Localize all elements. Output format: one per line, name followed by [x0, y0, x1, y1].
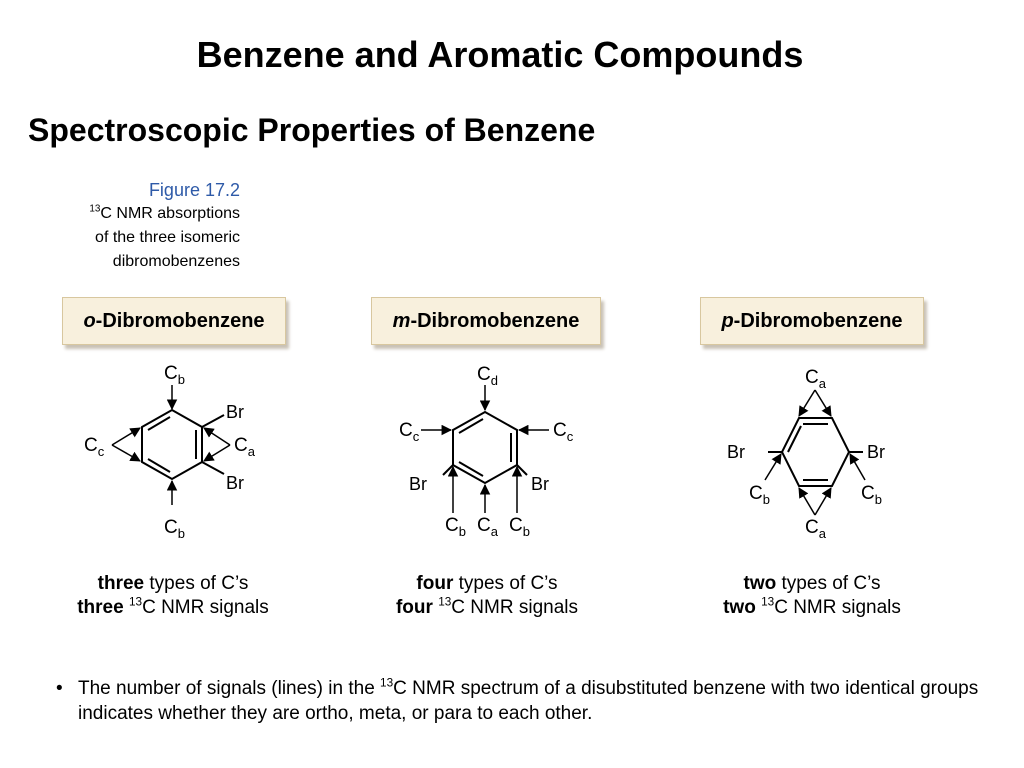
- para-arrow-bottom-right: [815, 488, 831, 515]
- meta-prefix: m: [392, 309, 411, 332]
- para-types-text: types of C’s: [781, 573, 881, 594]
- para-cb-right: $C_b$: [861, 483, 882, 507]
- ortho-types-text: types of C’s: [149, 573, 249, 594]
- ortho-arrow-left-down: [112, 445, 140, 461]
- figure-label: Figure 17.2: [148, 180, 240, 200]
- ortho-signals-sup: 13: [128, 595, 143, 609]
- para-cb-left: $C_b$: [749, 483, 770, 507]
- para-ca-top: $C_a$: [805, 367, 826, 391]
- para-ca-bottom: $C_a$: [805, 517, 826, 541]
- para-signals-line: [672, 596, 952, 620]
- ortho-benzene-ring: [142, 410, 224, 479]
- para-signals-text: C NMR signals: [774, 597, 901, 618]
- caption-line-1: [20, 202, 240, 226]
- para-name: -Dibromobenzene: [733, 309, 903, 332]
- caption-line-2: of the three isomeric: [95, 229, 240, 246]
- ortho-name: -Dibromobenzene: [95, 309, 265, 332]
- meta-br-left: Br: [409, 474, 427, 494]
- para-arrow-top-left: [799, 390, 815, 416]
- ortho-count-word-2: three: [77, 597, 124, 618]
- meta-count-word-2: four: [395, 597, 433, 618]
- slide-subtitle: Spectroscopic Properties of Benzene: [28, 112, 596, 148]
- meta-cc-left: $C_c$: [399, 420, 420, 444]
- para-signals-sup: 13: [761, 595, 775, 609]
- para-count-word-2: two: [723, 597, 756, 618]
- caption-line-3: dibromobenzenes: [112, 253, 240, 270]
- ortho-summary: [33, 572, 313, 620]
- ortho-br-top: Br: [226, 402, 244, 422]
- ortho-label-box: [62, 297, 286, 345]
- meta-ca-bottom: $C_a$: [477, 515, 498, 539]
- meta-types-line: [347, 572, 627, 596]
- meta-name: -Dibromobenzene: [410, 309, 580, 332]
- ortho-signals-text: C NMR signals: [142, 597, 269, 618]
- ortho-count-word: three: [97, 573, 145, 594]
- ortho-arrow-left-up: [112, 428, 140, 445]
- ortho-prefix: o: [83, 309, 96, 332]
- para-br-right: Br: [867, 442, 885, 462]
- meta-cb-bottom-left: $C_b$: [445, 515, 466, 539]
- meta-signals-line: [347, 596, 627, 620]
- bullet-marker: •: [56, 678, 63, 699]
- ortho-arrow-right-up: [204, 428, 230, 445]
- figure-caption: [20, 178, 240, 274]
- para-benzene-ring: [768, 418, 863, 486]
- meta-signals-text: C NMR signals: [451, 597, 578, 618]
- para-arrow-bottom-left: [799, 488, 815, 515]
- caption-superscript: 13: [89, 203, 101, 215]
- meta-structure-diagram: [385, 355, 595, 545]
- para-count-word: two: [743, 573, 777, 594]
- ortho-signals-line: [33, 596, 313, 620]
- para-arrow-right: [850, 454, 865, 480]
- caption-text-1: C NMR absorptions: [100, 205, 240, 222]
- para-structure-diagram: [715, 355, 915, 545]
- meta-cc-right: $C_c$: [553, 420, 574, 444]
- meta-label-box: [371, 297, 601, 345]
- bullet-text-start: The number of signals (lines) in the: [78, 678, 381, 699]
- meta-count-word: four: [416, 573, 454, 594]
- para-arrow-top-right: [815, 390, 831, 416]
- ortho-arrow-right-down: [204, 445, 230, 461]
- ortho-ca-right: $C_a$: [234, 435, 255, 459]
- ortho-cb-top: $C_b$: [164, 363, 185, 387]
- meta-cd-top: $C_d$: [477, 364, 498, 388]
- para-arrow-left: [765, 454, 781, 480]
- summary-bullet: [56, 676, 986, 726]
- meta-types-text: types of C’s: [458, 573, 558, 594]
- bullet-text: [56, 676, 986, 726]
- para-types-line: [672, 572, 952, 596]
- bullet-text-end: C NMR spectrum of a disubstituted benzene with two identical groups indicates whether they are ortho, meta, or para to each other.: [78, 678, 979, 724]
- meta-summary: [347, 572, 627, 620]
- slide-title: Benzene and Aromatic Compounds: [196, 34, 804, 75]
- ortho-structure-diagram: [70, 355, 290, 545]
- ortho-cb-bottom: $C_b$: [164, 517, 185, 541]
- meta-benzene-ring: [443, 412, 527, 483]
- meta-br-right: Br: [531, 474, 549, 494]
- ortho-br-bottom: Br: [226, 473, 244, 493]
- ortho-cc-left: $C_c$: [84, 435, 105, 459]
- ortho-types-line: [33, 572, 313, 596]
- para-summary: [672, 572, 952, 620]
- para-label-box: [700, 297, 924, 345]
- bullet-superscript: 13: [380, 676, 394, 690]
- meta-cb-bottom-right: $C_b$: [509, 515, 530, 539]
- para-br-left: Br: [727, 442, 745, 462]
- meta-signals-sup: 13: [438, 595, 452, 609]
- para-prefix: p: [721, 309, 734, 332]
